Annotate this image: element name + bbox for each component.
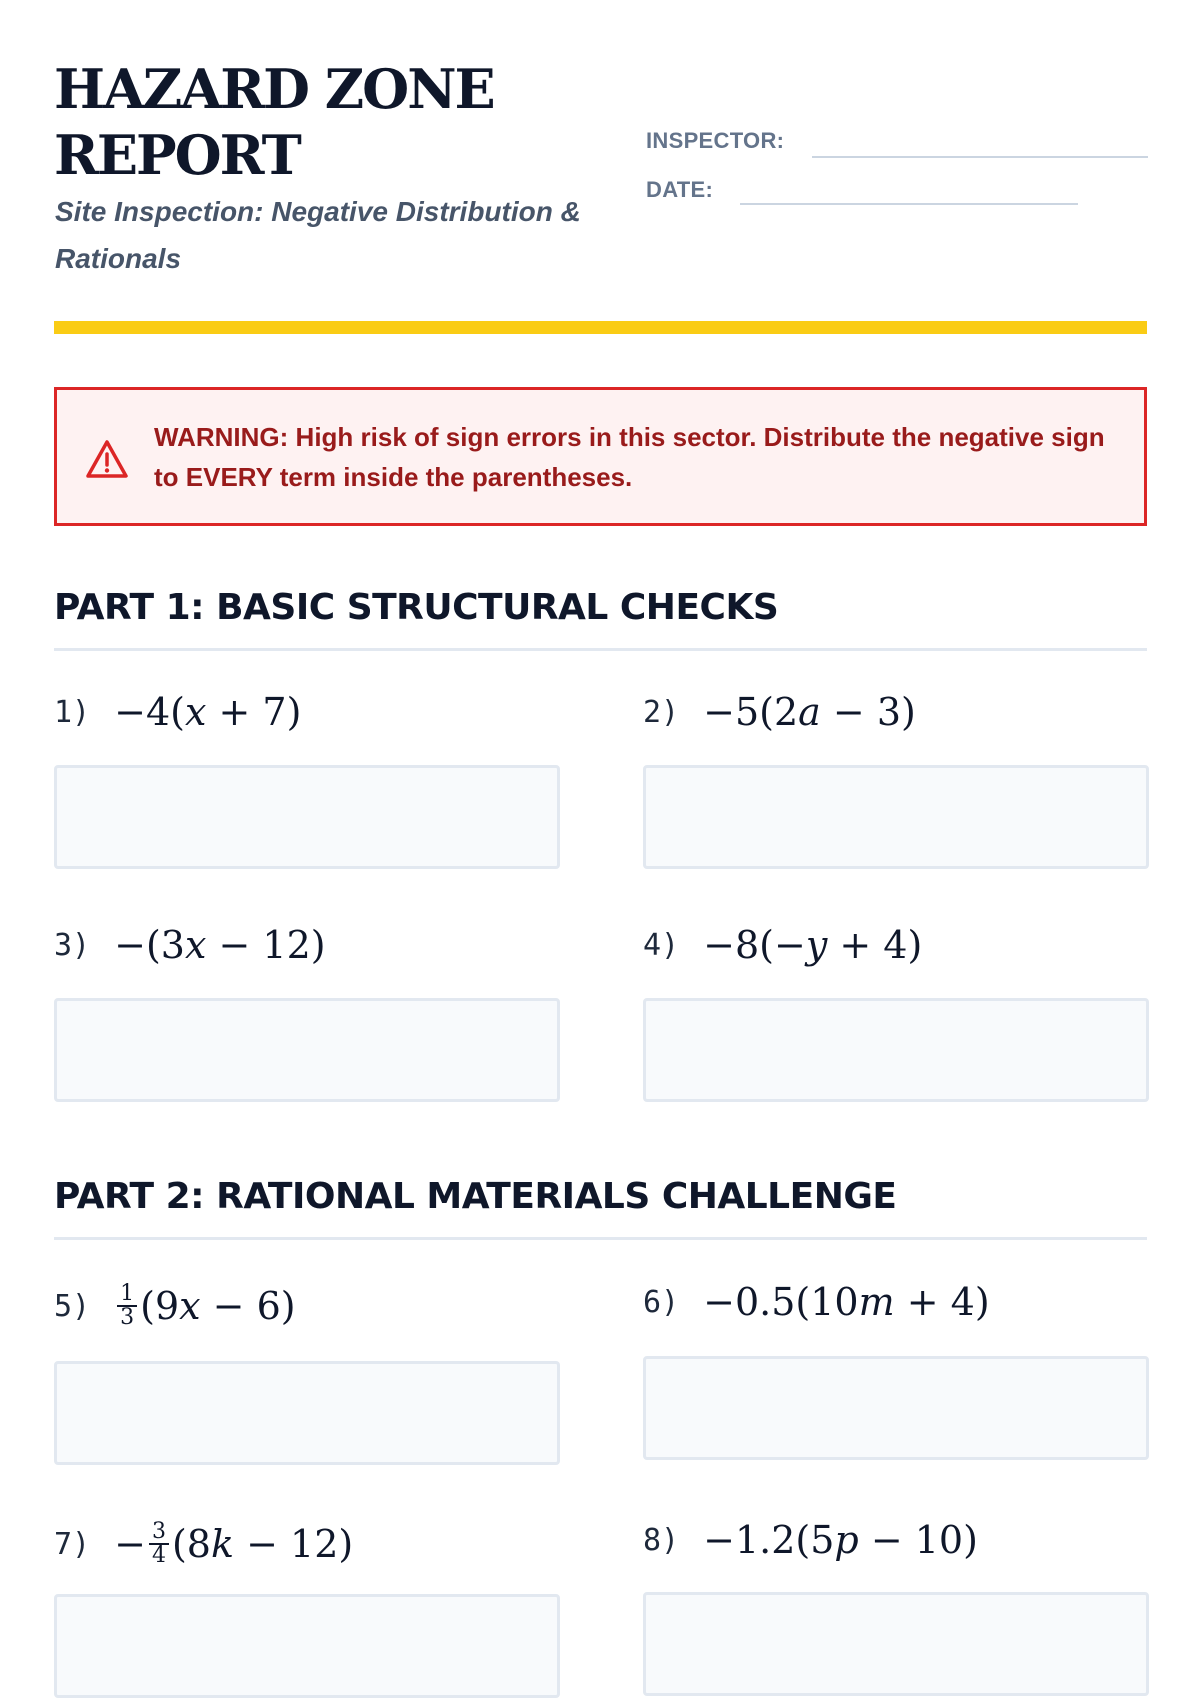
- term-coefficient: 2: [773, 690, 799, 734]
- warning-triangle-icon: [85, 439, 129, 479]
- fraction: [117, 1283, 137, 1329]
- part1-divider: [54, 648, 1147, 651]
- fraction-numerator: 1: [117, 1283, 137, 1307]
- title-line-2: REPORT: [54, 123, 300, 187]
- problem-expression: −0.5 ( 10 m + 4 ): [703, 1280, 990, 1324]
- answer-box-4[interactable]: [643, 998, 1149, 1102]
- coefficient: −8: [703, 923, 760, 967]
- variable: x: [179, 1284, 201, 1328]
- constant-term: − 12: [234, 1522, 339, 1566]
- fraction-numerator: 3: [149, 1521, 169, 1545]
- problem-7: [54, 1514, 353, 1574]
- coefficient: −5: [703, 690, 760, 734]
- answer-box-8[interactable]: [643, 1592, 1149, 1696]
- problem-number: 3): [54, 927, 91, 963]
- term-coefficient: 3: [160, 923, 185, 967]
- variable: x: [184, 690, 207, 734]
- fraction-denominator: 4: [151, 1543, 166, 1568]
- term-sign: −: [773, 923, 806, 967]
- answer-box-5[interactable]: [54, 1361, 560, 1465]
- problem-1: [54, 682, 301, 742]
- variable: x: [184, 923, 207, 967]
- problem-expression: − $\frac{3}{4}$ ( 8 k − 12 ): [114, 1519, 354, 1568]
- problem-expression: −5 ( 2 a − 3 ): [703, 690, 916, 734]
- problem-number: 2): [643, 694, 680, 730]
- problem-expression: − ( 3 x − 12 ): [114, 923, 326, 967]
- problem-6: [643, 1272, 990, 1332]
- part2-heading: PART 2: RATIONAL MATERIALS CHALLENGE: [54, 1176, 897, 1217]
- coefficient: −4: [114, 690, 171, 734]
- problem-expression: −8 ( − y + 4 ): [703, 923, 923, 967]
- constant-term: − 10: [858, 1518, 964, 1562]
- problem-number: 4): [643, 927, 680, 963]
- term-coefficient: 9: [154, 1284, 180, 1328]
- answer-box-3[interactable]: [54, 998, 560, 1102]
- problem-expression: −4 ( x + 7 ): [114, 690, 302, 734]
- answer-box-7[interactable]: [54, 1594, 560, 1698]
- report-title: [54, 56, 614, 188]
- variable: y: [805, 923, 828, 967]
- answer-box-6[interactable]: [643, 1356, 1149, 1460]
- variable: m: [858, 1280, 895, 1324]
- answer-box-1[interactable]: [54, 765, 560, 869]
- fraction: [149, 1521, 169, 1567]
- inspector-field[interactable]: [812, 156, 1148, 158]
- report-subtitle: Site Inspection: Negative Distribution & Rationals: [55, 196, 581, 274]
- constant-term: + 4: [894, 1280, 975, 1324]
- variable: p: [834, 1518, 859, 1562]
- variable: a: [798, 690, 821, 734]
- date-field[interactable]: [740, 203, 1078, 205]
- constant-term: − 6: [200, 1284, 281, 1328]
- answer-box-2[interactable]: [643, 765, 1149, 869]
- sign: −: [114, 1522, 146, 1566]
- problem-number: 7): [54, 1526, 91, 1562]
- fraction-denominator: 3: [120, 1305, 135, 1330]
- problem-5: [54, 1276, 296, 1336]
- problem-number: 1): [54, 694, 91, 730]
- problem-expression: $\frac{1}{3}$ ( 9 x − 6 ): [114, 1283, 295, 1329]
- problem-8: [643, 1510, 978, 1570]
- warning-banner: [54, 387, 1147, 526]
- coefficient: −0.5: [703, 1280, 796, 1324]
- constant-term: − 3: [820, 690, 902, 734]
- problem-2: [643, 682, 916, 742]
- warning-text: WARNING: High risk of sign errors in this sector. Distribute the negative sign to EVERY term inside the parentheses.: [154, 422, 1105, 492]
- coefficient: −: [114, 923, 146, 967]
- problem-number: 5): [54, 1288, 91, 1324]
- problem-4: [643, 915, 922, 975]
- constant-term: − 12: [206, 923, 311, 967]
- problem-expression: −1.2 ( 5 p − 10 ): [703, 1518, 978, 1562]
- term-coefficient: 10: [810, 1280, 859, 1324]
- date-label: DATE:: [646, 177, 714, 202]
- problem-number: 6): [643, 1284, 680, 1320]
- coefficient: −1.2: [703, 1518, 796, 1562]
- part1-heading: PART 1: BASIC STRUCTURAL CHECKS: [54, 587, 779, 628]
- constant-term: + 7: [206, 690, 287, 734]
- inspector-label: INSPECTOR:: [646, 128, 785, 153]
- problem-number: 8): [643, 1522, 680, 1558]
- title-line-1: HAZARD ZONE: [54, 57, 494, 121]
- part2-divider: [54, 1237, 1147, 1240]
- constant-term: + 4: [827, 923, 908, 967]
- term-coefficient: 8: [186, 1522, 211, 1566]
- accent-rule: [54, 321, 1147, 334]
- variable: k: [210, 1522, 235, 1566]
- problem-3: [54, 915, 326, 975]
- term-coefficient: 5: [810, 1518, 835, 1562]
